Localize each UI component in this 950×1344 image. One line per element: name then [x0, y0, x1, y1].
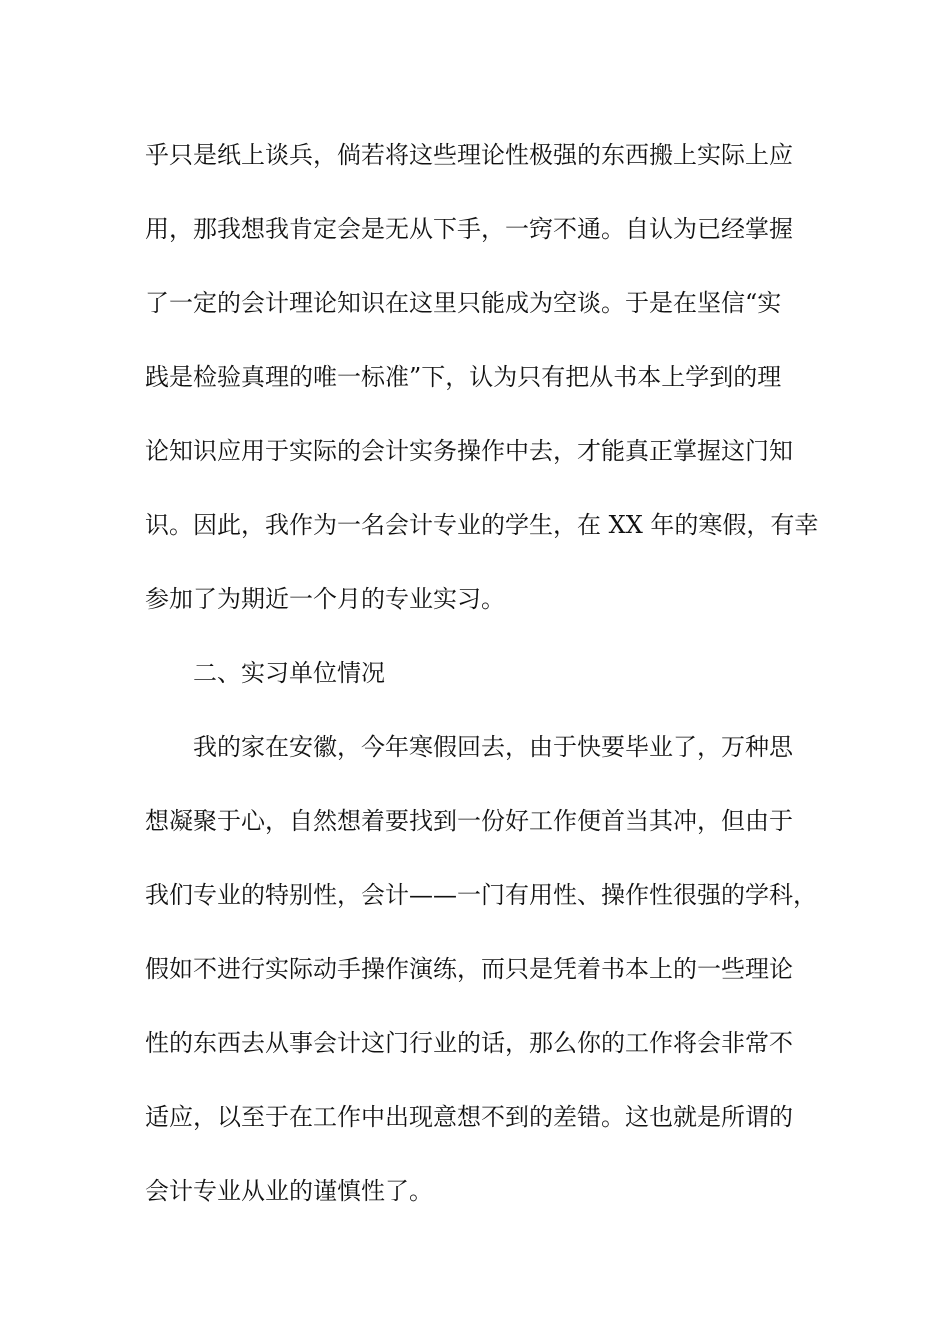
paragraph-2-line-3: 我们专业的特别性，会计——一门有用性、操作性很强的学科，: [145, 881, 817, 909]
paragraph-1-line-3: 了一定的会计理论知识在这里只能成为空谈。于是在坚信“实: [145, 289, 782, 317]
document-body: [145, 118, 825, 1228]
paragraph-2-line-4: 假如不进行实际动手操作演练，而只是凭着书本上的一些理论: [145, 955, 793, 983]
paragraph-2-line-7: 会计专业从业的谨慎性了。: [145, 1177, 433, 1205]
paragraph-1-line-2: 用，那我想我肯定会是无从下手，一窍不通。自认为已经掌握: [145, 215, 793, 243]
paragraph-2-line-5: 性的东西去从事会计这门行业的话，那么你的工作将会非常不: [145, 1029, 793, 1057]
paragraph-1-line-7: 参加了为期近一个月的专业实习。: [145, 585, 505, 613]
paragraph-1-line-6: 识。因此，我作为一名会计专业的学生，在 XX 年的寒假，有幸: [145, 511, 819, 539]
paragraph-2-line-1: 我的家在安徽，今年寒假回去，由于快要毕业了，万种思: [193, 733, 793, 761]
paragraph-1-line-4: 践是检验真理的唯一标准”下，认为只有把从书本上学到的理: [145, 363, 782, 391]
paragraph-1-line-1: 乎只是纸上谈兵，倘若将这些理论性极强的东西搬上实际上应: [145, 141, 793, 169]
section-heading: 二、实习单位情况: [193, 659, 385, 687]
paragraph-2-line-6: 适应，以至于在工作中出现意想不到的差错。这也就是所谓的: [145, 1103, 793, 1131]
paragraph-1-line-5: 论知识应用于实际的会计实务操作中去，才能真正掌握这门知: [145, 437, 793, 465]
paragraph-2-line-2: 想凝聚于心，自然想着要找到一份好工作便首当其冲，但由于: [145, 807, 793, 835]
